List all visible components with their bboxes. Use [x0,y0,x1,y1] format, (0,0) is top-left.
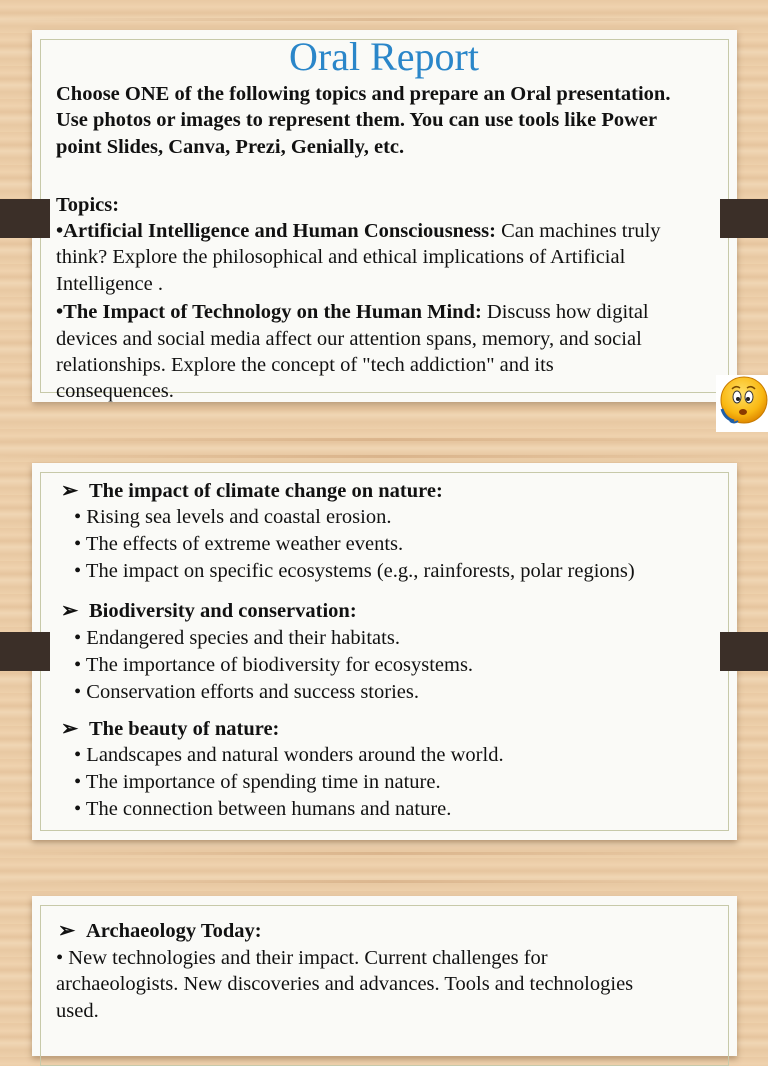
topic-text: think? Explore the philosophical and ethical implications of Artificial [56,246,626,268]
body-text: archaeologists. New discoveries and advances. Tools and technologies [56,973,634,995]
section-heading-text: Biodiversity and conservation: [89,600,357,622]
wood-grain [0,438,768,441]
slide-tab-left [0,632,50,671]
list-item: • Landscapes and natural wonders around the world. [74,744,504,766]
section-heading [58,918,262,944]
list-item: • The effects of extreme weather events. [74,533,404,555]
section-heading [61,716,279,742]
body-text: • New technologies and their impact. Current challenges for [56,947,548,969]
list-item: • The connection between humans and nature. [74,798,452,820]
list-item: • Endangered species and their habitats. [74,627,400,649]
wood-grain [0,18,768,21]
topic-text: Intelligence . [56,273,164,295]
list-item: • Rising sea levels and coastal erosion. [74,506,392,528]
wood-grain [0,455,768,458]
body-text: used. [56,1000,99,1022]
section-heading-text: The impact of climate change on nature: [89,480,443,502]
section-heading-text: Archaeology Today: [86,920,262,942]
arrow-bullet-icon: ➢ [61,480,79,502]
topic-text: relationships. Explore the concept of "tech addiction" and its [56,354,554,376]
arrow-bullet-icon: ➢ [58,920,76,942]
page-title: Oral Report [289,34,479,79]
topic-title: •Artificial Intelligence and Human Consciousness: [56,220,496,242]
intro-line: Use photos or images to represent them. You can use tools like Power [56,109,658,131]
topic-text: Discuss how digital [481,301,649,323]
topic-text: devices and social media affect our attention spans, memory, and social [56,328,642,350]
topic-item [56,218,736,245]
section-heading-text: The beauty of nature: [89,718,280,740]
list-item: • The importance of biodiversity for ecosystems. [74,654,474,676]
list-item: • Conservation efforts and success stories. [74,681,419,703]
topics-label: Topics: [56,194,120,216]
arrow-bullet-icon: ➢ [61,718,79,740]
section-heading [61,478,443,504]
list-item: • The impact on specific ecosystems (e.g., rainforests, polar regions) [74,560,635,582]
intro-line: point Slides, Canva, Prezi, Genially, etc. [56,136,405,158]
worried-face-icon [716,375,768,432]
intro-line: Choose ONE of the following topics and prepare an Oral presentation. [56,83,671,105]
topic-text: Can machines truly [495,220,661,242]
wood-grain [0,852,768,855]
topic-title: •The Impact of Technology on the Human Mind: [56,301,482,323]
section-heading [61,598,357,624]
slide-tab-left [0,199,50,238]
topic-text: consequences. [56,380,174,402]
wood-grain [0,880,768,883]
arrow-bullet-icon: ➢ [61,600,79,622]
topic-item [56,299,736,326]
slide-tab-right [720,632,768,671]
list-item: • The importance of spending time in nature. [74,771,441,793]
